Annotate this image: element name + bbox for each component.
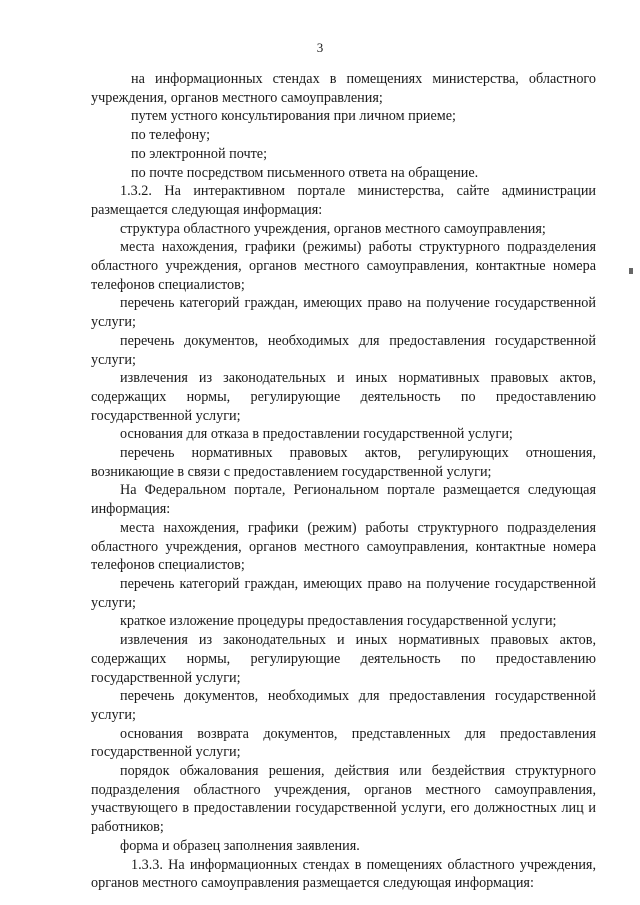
- paragraph: по телефону;: [131, 127, 211, 144]
- paragraph: основания для отказа в предоставлении государственной услуги;: [120, 426, 513, 443]
- paragraph: 1.3.2. На интерактивном портале министерства, сайте администрации размещается следующая информация:: [91, 183, 596, 218]
- paragraph: краткое изложение процедуры предоставления государственной услуги;: [120, 613, 557, 630]
- paragraph: перечень категорий граждан, имеющих право на получение государственной услуги;: [91, 295, 596, 331]
- document-body: [91, 70, 596, 893]
- paragraph: 1.3.3. На информационных стендах в помещениях областного учреждения, органов местного самоуправления размещается следующая информация:: [91, 856, 596, 892]
- paragraph: структура областного учреждения, органов местного самоуправления;: [120, 220, 546, 237]
- paragraph: извлечения из законодательных и иных нормативных правовых актов, содержащих нормы, регулирующие деятельность по предоставлению государственной услуги;: [91, 370, 596, 424]
- paragraph: извлечения из законодательных и иных нормативных правовых актов, содержащих нормы, регулирующие деятельность по предоставлению государственной услуги;: [91, 632, 596, 686]
- paragraph: места нахождения, графики (режим) работы структурного подразделения областного учреждения, органов местного самоуправления, контактные номера телефонов специалистов;: [91, 519, 596, 574]
- paragraph: На Федеральном портале, Региональном портале размещается следующая информация:: [91, 482, 596, 518]
- paragraph: места нахождения, графики (режимы) работы структурного подразделения областного учреждения, органов местного самоуправления, контактные номера телефонов специалистов;: [91, 239, 596, 293]
- paragraph: путем устного консультирования при личном приеме;: [131, 108, 456, 125]
- page-number: 3: [316, 40, 324, 55]
- paragraph: форма и образец заполнения заявления.: [120, 837, 360, 854]
- paragraph: перечень документов, необходимых для предоставления государственной услуги;: [91, 688, 596, 723]
- paragraph: перечень нормативных правовых актов, регулирующих отношения, возникающие в связи с предоставлением государственной услуги;: [91, 445, 596, 480]
- paragraph: по электронной почте;: [131, 145, 268, 162]
- paragraph: порядок обжалования решения, действия или бездействия структурного подразделения областного учреждения, органов местного самоуправления, участвующего в предоставлении государственной услуги, его должностных лиц и работников;: [91, 763, 596, 836]
- scan-artifact: [629, 268, 633, 274]
- paragraph: на информационных стендах в помещениях министерства, областного учреждения, органов местного самоуправления;: [91, 71, 596, 106]
- paragraph: перечень категорий граждан, имеющих право на получение государственной услуги;: [91, 575, 596, 611]
- paragraph: перечень документов, необходимых для предоставления государственной услуги;: [91, 332, 596, 368]
- paragraph: по почте посредством письменного ответа на обращение.: [131, 164, 479, 181]
- paragraph: основания возврата документов, представленных для предоставления государственной услуги;: [91, 725, 596, 761]
